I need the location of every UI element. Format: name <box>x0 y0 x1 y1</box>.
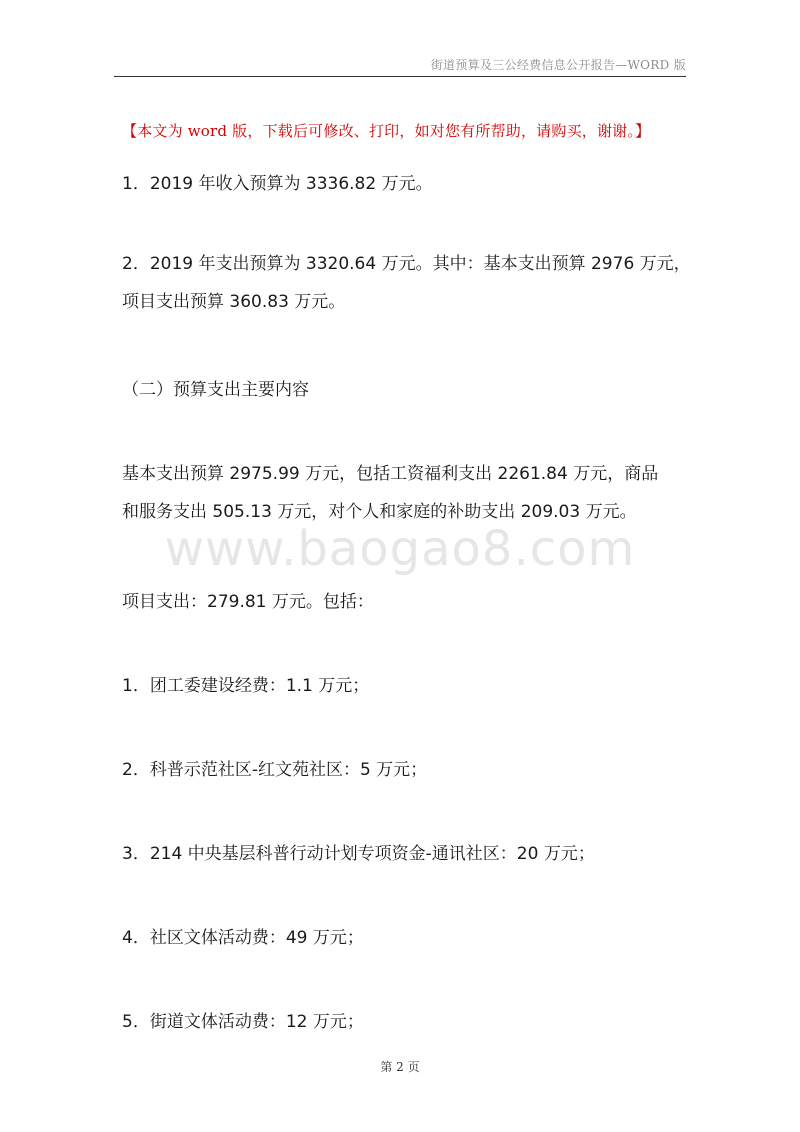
paragraph-line: 3．214 中央基层科普行动计划专项资金-通讯社区：20 万元； <box>122 844 595 864</box>
list-item <box>122 835 682 873</box>
header-divider <box>114 76 686 77</box>
paragraph-line: 项目支出预算 360.83 万元。 <box>122 292 346 312</box>
paragraph-project-expenditure <box>122 583 682 621</box>
paragraph-line: 1．2019 年收入预算为 3336.82 万元。 <box>122 174 433 194</box>
page-header-title: 街道预算及三公经费信息公开报告—WORD 版 <box>430 58 686 72</box>
download-notice: 【本文为 word 版，下载后可修改、打印，如对您有所帮助，请购买，谢谢。】 <box>122 122 651 140</box>
paragraph-income-budget <box>122 165 682 203</box>
list-item <box>122 919 682 957</box>
list-item <box>122 751 682 789</box>
watermark-text: www.baogao8.com <box>164 521 636 577</box>
paragraph-line: 4．社区文体活动费：49 万元； <box>122 928 364 948</box>
paragraph-line: 2．2019 年支出预算为 3320.64 万元。其中：基本支出预算 2976 万元， <box>122 254 691 274</box>
page-number: 第 2 页 <box>380 1060 420 1074</box>
paragraph-line: 2．科普示范社区-红文苑社区：5 万元； <box>122 760 428 780</box>
paragraph-line: 和服务支出 505.13 万元，对个人和家庭的补助支出 209.03 万元。 <box>122 502 637 522</box>
paragraph-line: 1．团工委建设经费：1.1 万元； <box>122 676 370 696</box>
paragraph-line: 项目支出：279.81 万元。包括： <box>122 592 374 612</box>
section-heading-expenditure-content <box>122 371 682 409</box>
paragraph-expenditure-budget <box>122 245 691 321</box>
paragraph-line: 基本支出预算 2975.99 万元，包括工资福利支出 2261.84 万元，商品 <box>122 464 659 484</box>
list-item <box>122 667 682 705</box>
paragraph-basic-expenditure <box>122 455 682 531</box>
paragraph-line: （二）预算支出主要内容 <box>122 380 309 400</box>
paragraph-line: 5．街道文体活动费：12 万元； <box>122 1012 364 1032</box>
list-item <box>122 1003 682 1041</box>
